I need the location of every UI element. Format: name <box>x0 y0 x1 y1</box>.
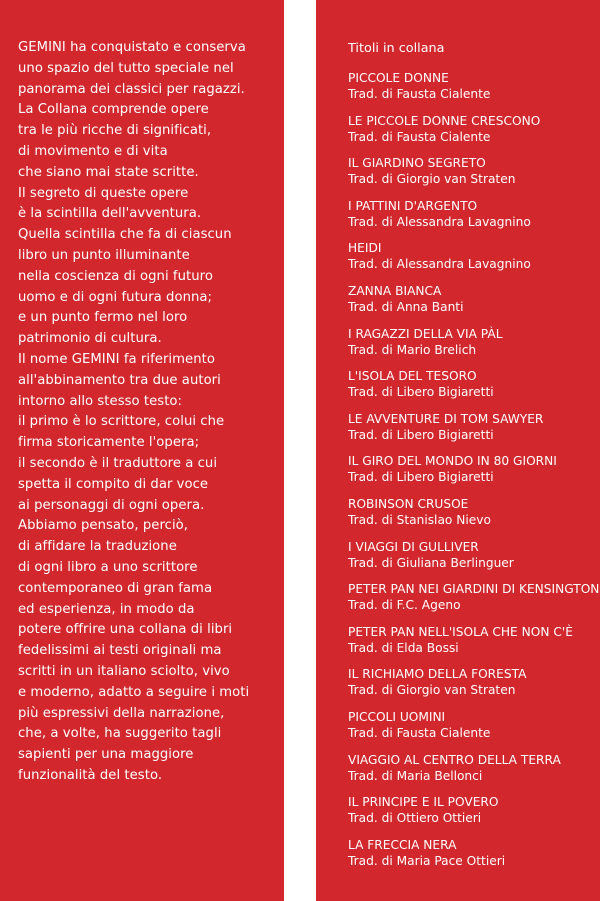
book-entry <box>348 198 600 230</box>
book-translator: Trad. di Libero Bigiaretti <box>348 385 494 400</box>
intro-line: il primo è lo scrittore, colui che <box>18 414 225 430</box>
book-translator: Trad. di Libero Bigiaretti <box>348 427 494 442</box>
book-title: HEIDI <box>348 241 382 256</box>
book-title: ZANNA BIANCA <box>348 283 442 298</box>
series-panel <box>316 0 600 901</box>
intro-line: ed esperienza, in modo da <box>18 601 195 617</box>
intro-line: firma storicamente l'opera; <box>18 435 200 451</box>
intro-line: libro un punto illuminante <box>18 247 190 263</box>
intro-line: uomo e di ogni futura donna; <box>18 289 213 305</box>
book-translator: Trad. di Alessandra Lavagnino <box>348 257 531 272</box>
intro-line: di ogni libro a uno scrittore <box>18 559 198 575</box>
book-entry <box>348 624 600 656</box>
intro-line: tra le più ricche di significati, <box>18 123 212 139</box>
intro-line: GEMINI ha conquistato e conserva <box>18 40 246 55</box>
book-entry <box>348 453 600 485</box>
intro-line: potere offrire una collana di libri <box>18 622 233 638</box>
intro-line: panorama dei classici per ragazzi. <box>18 81 245 97</box>
book-title: ROBINSON CRUSOE <box>348 496 469 511</box>
intro-line: La Collana comprende opere <box>18 102 209 118</box>
intro-line: spetta il compito di dar voce <box>18 476 209 492</box>
book-translator: Trad. di Giuliana Berlinguer <box>348 555 514 570</box>
book-translator: Trad. di Fausta Cialente <box>348 725 491 740</box>
book-entry <box>348 752 600 784</box>
book-entry <box>348 70 600 102</box>
intro-line: che, a volte, ha suggerito tagli <box>18 726 222 742</box>
book-title: IL GIARDINO SEGRETO <box>348 156 486 171</box>
book-translator: Trad. di Fausta Cialente <box>348 129 491 144</box>
intro-line: contemporaneo di gran fama <box>18 580 213 596</box>
intro-line: intorno allo stesso testo: <box>18 393 183 409</box>
book-title: PICCOLE DONNE <box>348 71 449 85</box>
book-entry <box>348 368 600 400</box>
book-title: PICCOLI UOMINI <box>348 709 446 724</box>
book-entry <box>348 539 600 571</box>
intro-line: di movimento e di vita <box>18 143 168 159</box>
book-entry <box>348 155 600 187</box>
book-title: VIAGGIO AL CENTRO DELLA TERRA <box>348 752 561 767</box>
intro-line: è la scintilla dell'avventura. <box>18 206 202 222</box>
book-title: I VIAGGI DI GULLIVER <box>348 539 479 554</box>
book-entry <box>348 581 600 613</box>
book-title: PETER PAN NELL'ISOLA CHE NON C'È <box>348 624 573 639</box>
book-title: L'ISOLA DEL TESORO <box>348 369 477 384</box>
intro-line: sapienti per una maggiore <box>18 747 194 763</box>
book-entry <box>348 113 600 145</box>
book-translator: Trad. di Alessandra Lavagnino <box>348 214 531 229</box>
book-entry <box>348 709 600 741</box>
series-heading: Titoli in collana <box>348 41 445 56</box>
book-entry <box>348 240 600 272</box>
book-title: I PATTINI D'ARGENTO <box>348 198 478 213</box>
book-translator: Trad. di Ottiero Ottieri <box>348 811 482 826</box>
intro-line: scritti in un italiano sciolto, vivo <box>18 663 230 679</box>
book-list <box>348 70 600 869</box>
book-entry <box>348 496 600 528</box>
book-title: LE PICCOLE DONNE CRESCONO <box>348 113 541 128</box>
intro-line: e moderno, adatto a seguire i moti <box>18 684 250 700</box>
book-translator: Trad. di Stanislao Nievo <box>348 512 491 527</box>
intro-line: Il segreto di queste opere <box>18 185 189 201</box>
intro-line: fedelissimi ai testi originali ma <box>18 643 222 659</box>
book-translator: Trad. di Anna Banti <box>348 299 464 314</box>
book-entry <box>348 326 600 358</box>
book-title: LE AVVENTURE DI TOM SAWYER <box>348 411 544 426</box>
book-entry <box>348 666 600 698</box>
intro-line: e un punto fermo nel loro <box>18 310 188 326</box>
book-entry <box>348 411 600 443</box>
intro-line: funzionalità del testo. <box>18 767 163 783</box>
book-translator: Trad. di Mario Brelich <box>348 342 477 357</box>
book-translator: Trad. di Elda Bossi <box>348 640 459 655</box>
book-title: I RAGAZZI DELLA VIA PÀL <box>348 326 503 341</box>
intro-line: all'abbinamento tra due autori <box>18 372 221 388</box>
intro-line: Abbiamo pensato, perciò, <box>18 518 189 534</box>
book-translator: Trad. di Giorgio van Straten <box>348 172 516 187</box>
book-translator: Trad. di Libero Bigiaretti <box>348 470 494 485</box>
book-title: IL RICHIAMO DELLA FORESTA <box>348 667 527 682</box>
intro-line: il secondo è il traduttore a cui <box>18 455 218 471</box>
intro-line: di affidare la traduzione <box>18 539 177 555</box>
intro-line: Quella scintilla che fa di ciascun <box>18 227 232 243</box>
book-entry <box>348 837 600 869</box>
book-translator: Trad. di F.C. Ageno <box>348 598 461 613</box>
book-title: LA FRECCIA NERA <box>348 837 457 852</box>
book-translator: Trad. di Giorgio van Straten <box>348 683 516 698</box>
intro-line: più espressivi della narrazione, <box>18 705 225 721</box>
book-translator: Trad. di Maria Pace Ottieri <box>348 853 506 868</box>
book-entry <box>348 283 600 315</box>
intro-line: patrimonio di cultura. <box>18 331 162 347</box>
intro-line: ai personaggi di ogni opera. <box>18 497 205 513</box>
book-title: IL GIRO DEL MONDO IN 80 GIORNI <box>348 454 557 469</box>
intro-text <box>18 38 284 787</box>
intro-panel <box>0 0 284 901</box>
book-title: PETER PAN NEI GIARDINI DI KENSINGTON <box>348 582 600 597</box>
book-translator: Trad. di Fausta Cialente <box>348 87 491 101</box>
intro-line: che siano mai state scritte. <box>18 164 199 180</box>
book-translator: Trad. di Maria Bellonci <box>348 768 483 783</box>
intro-line: Il nome GEMINI fa riferimento <box>18 351 215 367</box>
intro-line: uno spazio del tutto speciale nel <box>18 60 234 76</box>
book-title: IL PRINCIPE E IL POVERO <box>348 795 499 810</box>
book-entry <box>348 794 600 826</box>
intro-line: nella coscienza di ogni futuro <box>18 268 213 284</box>
